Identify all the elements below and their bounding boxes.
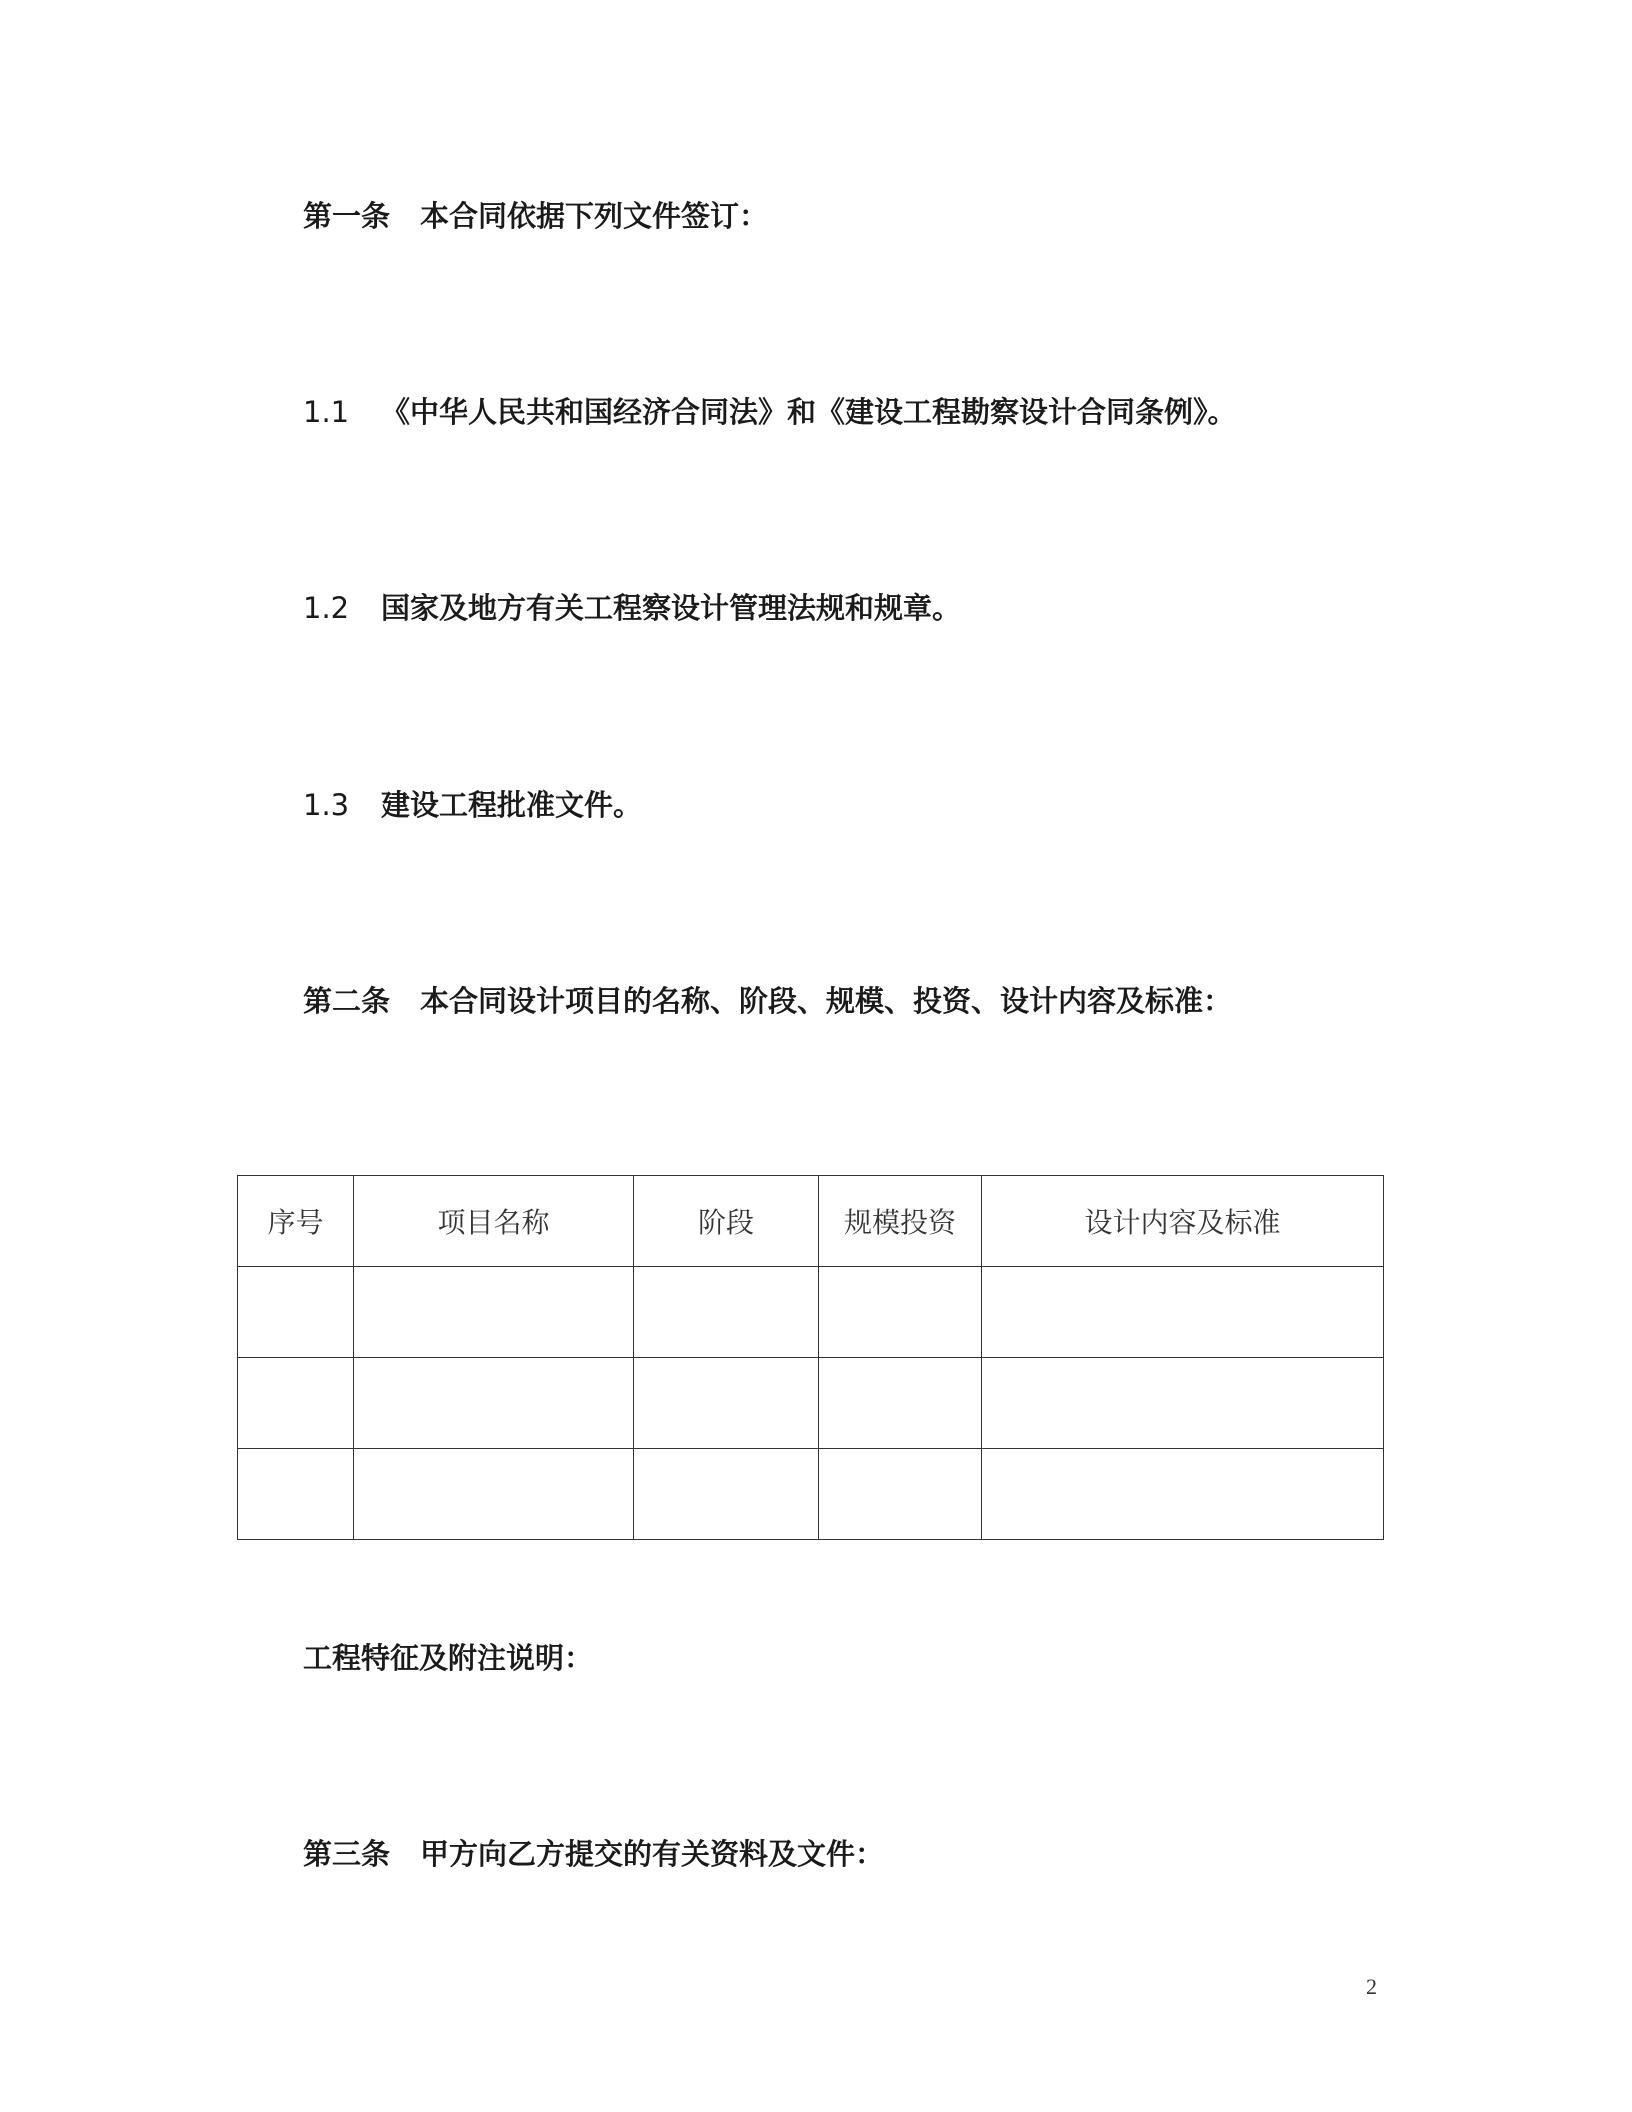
header-design-content: 设计内容及标准 [982, 1176, 1384, 1267]
header-stage: 阶段 [634, 1176, 819, 1267]
article-3-heading [303, 1834, 884, 1874]
header-project-name: 项目名称 [354, 1176, 634, 1267]
clause-text: 《中华人民共和国经济合同法》和《建设工程勘察设计合同条例》。 [381, 395, 1237, 429]
table-cell [354, 1267, 634, 1358]
table-row [238, 1267, 1384, 1358]
article-2-heading [303, 981, 1232, 1021]
table-cell [238, 1358, 354, 1449]
clause-text: 建设工程批准文件。 [381, 788, 643, 822]
table-cell [982, 1358, 1384, 1449]
article-2-label: 第二条 [303, 984, 391, 1018]
header-index: 序号 [238, 1176, 354, 1267]
clause-number: 1.1 [303, 395, 350, 429]
table-cell [238, 1449, 354, 1540]
clause-1-1 [303, 392, 1237, 432]
article-2-text: 本合同设计项目的名称、阶段、规模、投资、设计内容及标准： [420, 984, 1233, 1018]
table-cell [238, 1267, 354, 1358]
article-1-label: 第一条 [303, 199, 391, 233]
table-cell [819, 1267, 982, 1358]
article-1-text: 本合同依据下列文件签订： [420, 199, 769, 233]
table-cell [982, 1449, 1384, 1540]
page-number: 2 [1366, 1974, 1377, 1999]
table-cell [634, 1449, 819, 1540]
article-1-heading [303, 196, 768, 236]
table-cell [634, 1358, 819, 1449]
table-row [238, 1358, 1384, 1449]
table-cell [354, 1449, 634, 1540]
project-table [237, 1175, 1384, 1540]
notes-heading: 工程特征及附注说明： [303, 1641, 594, 1675]
clause-1-3 [303, 785, 642, 825]
clause-number: 1.2 [303, 591, 350, 625]
clause-text: 国家及地方有关工程察设计管理法规和规章。 [381, 591, 962, 625]
clause-1-2 [303, 588, 961, 628]
article-3-text: 甲方向乙方提交的有关资料及文件： [420, 1837, 885, 1871]
table-row [238, 1449, 1384, 1540]
article-3-label: 第三条 [303, 1837, 391, 1871]
table-cell [819, 1449, 982, 1540]
table-cell [634, 1267, 819, 1358]
table-header-row [238, 1176, 1384, 1267]
clause-number: 1.3 [303, 788, 350, 822]
table-cell [354, 1358, 634, 1449]
table-cell [982, 1267, 1384, 1358]
table-cell [819, 1358, 982, 1449]
header-scale-investment: 规模投资 [819, 1176, 982, 1267]
